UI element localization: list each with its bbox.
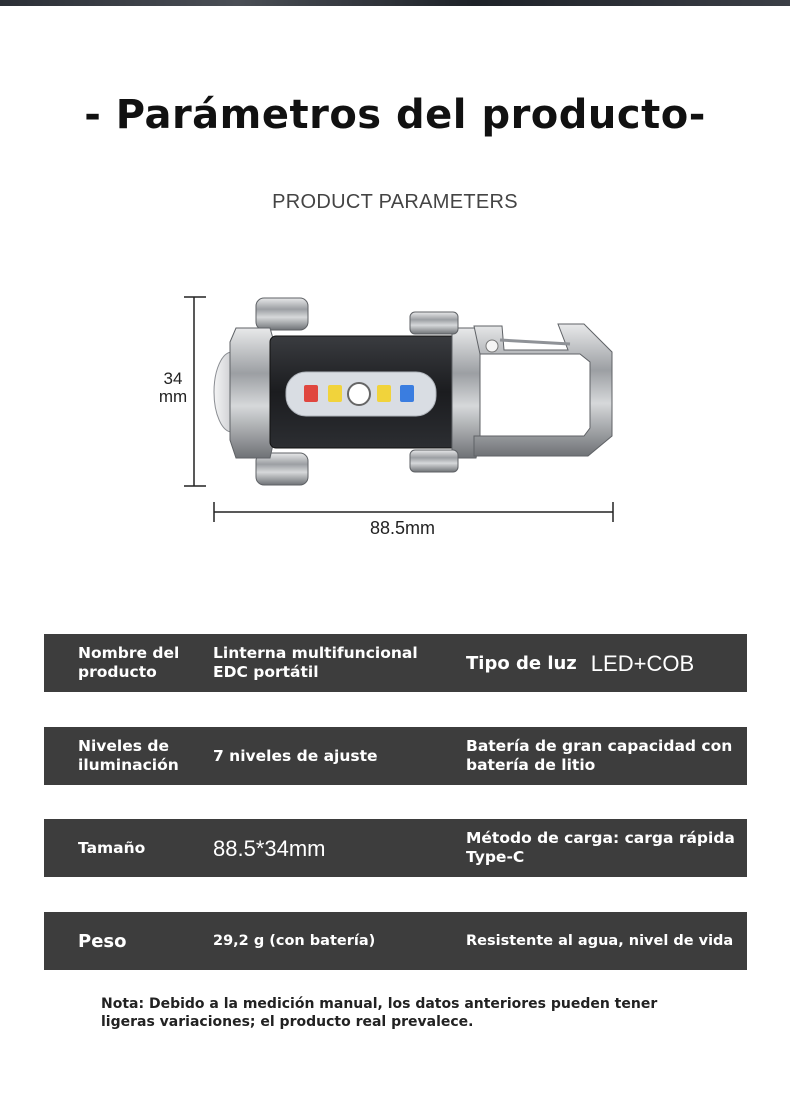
product-figure <box>158 290 630 550</box>
page-title: - Parámetros del producto- <box>84 92 706 138</box>
height-dimension-label <box>150 370 196 406</box>
flashlight-illustration <box>170 290 630 550</box>
height-value: 34 <box>163 369 183 388</box>
param-row-weight <box>44 912 747 970</box>
param-extra-label: Tipo de luz <box>466 652 577 674</box>
height-unit: mm <box>158 387 188 406</box>
param-extra: Batería de gran capacidad con batería de litio <box>466 737 733 774</box>
param-extra: Resistente al agua, nivel de vida <box>466 932 734 949</box>
param-row-levels <box>44 727 747 785</box>
param-label: Nombre del producto <box>78 644 180 681</box>
param-label: Tamaño <box>78 838 146 857</box>
param-extra-value: LED+COB <box>590 650 695 676</box>
top-banner-strip <box>0 0 790 6</box>
param-label: Peso <box>78 930 127 952</box>
param-value: 29,2 g (con batería) <box>213 932 376 949</box>
param-value: 88.5*34mm <box>213 835 326 861</box>
footnote: Nota: Debido a la medición manual, los datos anteriores pueden tener ligeras variaciones; el producto real prevalece. <box>101 996 658 1030</box>
param-row-size <box>44 819 747 877</box>
param-value: Linterna multifuncional EDC portátil <box>213 644 418 681</box>
width-dimension-label: 88.5mm <box>370 518 436 538</box>
param-extra <box>466 634 741 692</box>
param-row-name <box>44 634 747 692</box>
param-extra: Método de carga: carga rápida Type-C <box>466 829 735 866</box>
page-subtitle: PRODUCT PARAMETERS <box>272 191 518 213</box>
param-label: Niveles de iluminación <box>78 737 179 774</box>
param-value: 7 niveles de ajuste <box>213 746 378 765</box>
